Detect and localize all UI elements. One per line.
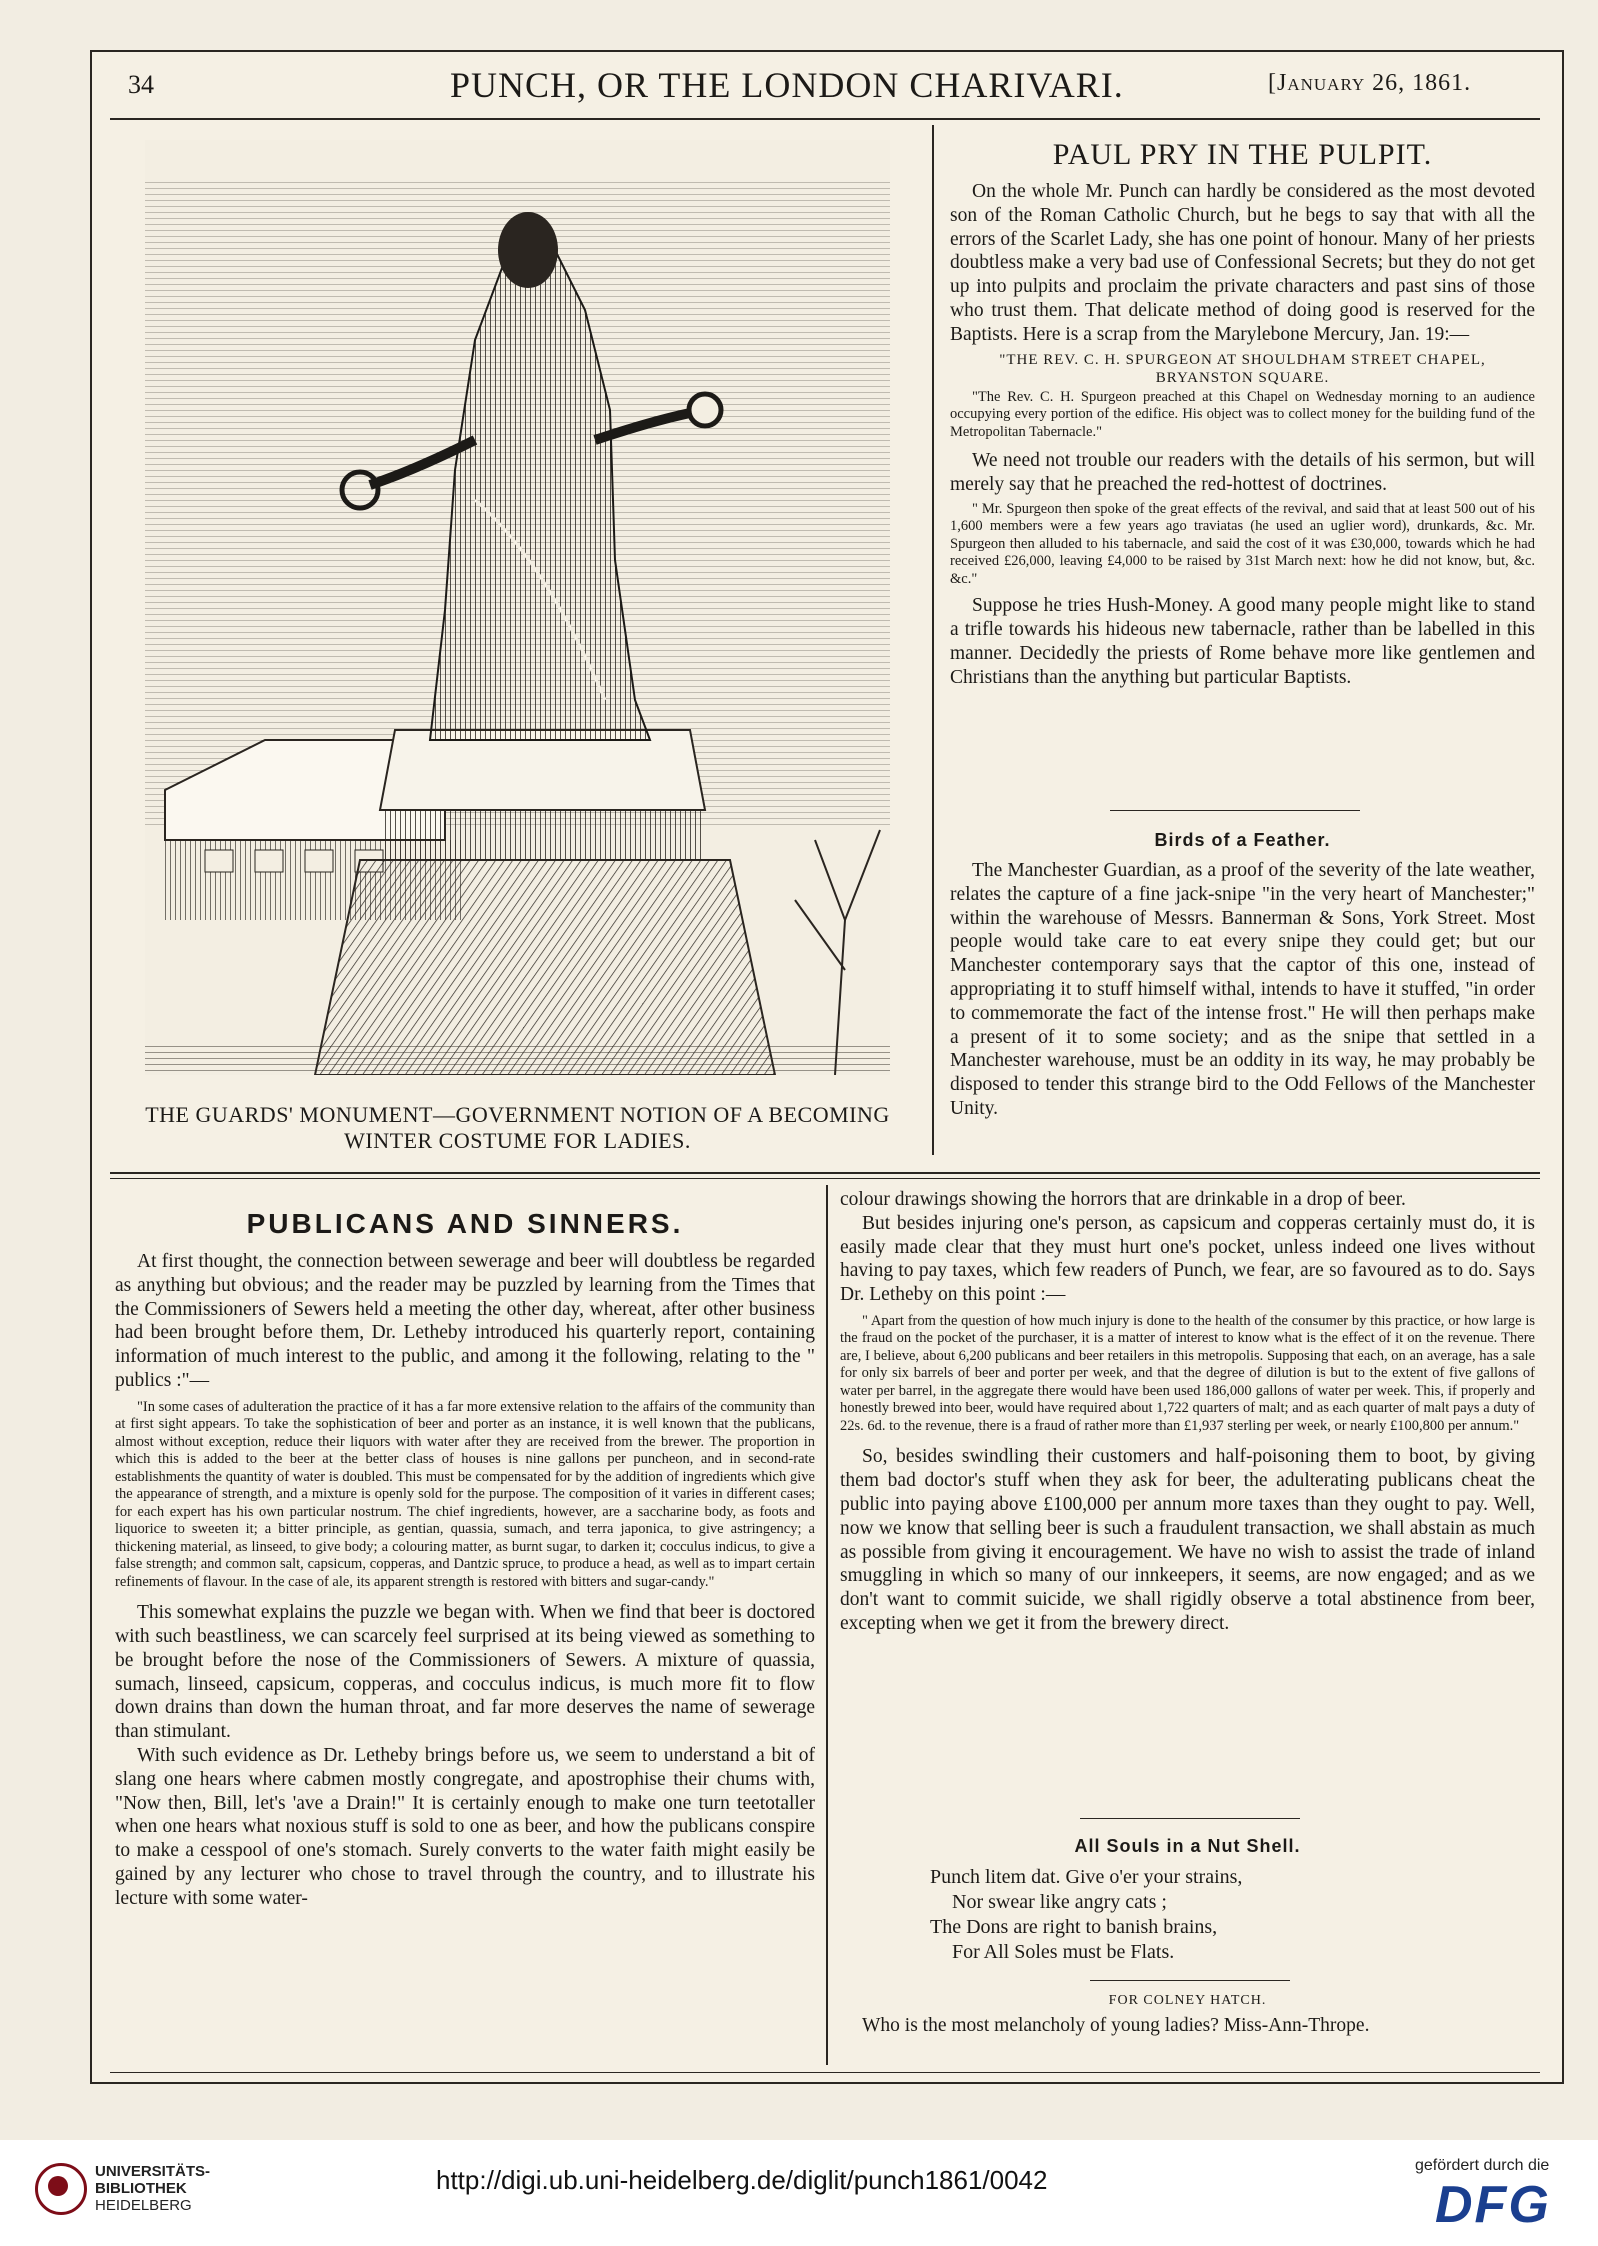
quote: "In some cases of adulteration the practice of it has a far more extensive relation to the affairs of the community than at first sight appears. To take the sophistication of beer and porter as an instance, it is well known that the publicans, almost without exception, reduce their liquors with water after they are received from the brewer. The proportion in which this is added to the beer at the better class of houses is nine gallons per puncheon, and in second-rate establishments the quantity of water is doubled. This must be compensated for by the addition of ingredients which give the appearance of strength, and a mixture is openly sold for the purpose. The composition of it varies in different cases; for each expert has his own particular nostrum. The chief ingredients, however, are a saccharine body, as foots and liquorice to sweeten it; a bitter principle, as gentian, quassia, sumach, and terra japonica, to give astringency; a thickening material, as linseed, to give body; a colouring matter, as burnt sugar, to darken it; cocculus indicus, to give a false strength; and common salt, capsicum, copperas, and Dantzic spruce, to produce a head, as well as to impart certain refinements of flavour. In the case of ale, its apparent strength is restored with bitters and sugar-candy." [115, 1398, 815, 1590]
article-publicans-continued [840, 1188, 1535, 1636]
column-divider [826, 1185, 828, 2065]
section-rule [1090, 1980, 1290, 1981]
library-name-line: BIBLIOTHEK [95, 2180, 187, 2197]
illustration-caption [110, 1102, 925, 1154]
paragraph: Suppose he tries Hush-Money. A good many people might like to stand a trifle towards his hideous new tabernacle, rather than be labelled in this manner. Decidedly the priests of Rome behave more like gentlemen and Christians than the anything but particular Baptists. [950, 595, 1535, 688]
article-title: Birds of a Feather. [1154, 830, 1331, 850]
paragraph: With such evidence as Dr. Letheby brings before us, we seem to understand a bit of slang one hears where cabmen mostly congregate, and apostrophise their chums with, "Now then, Bill, let's 'ave a Drain!" It is certainly enough to make one turn teetotaller when one hears what noxious stuff is sold to one as beer, and how the publicans conspire to make a cesspool of one's stomach. Surely converts to the water faith might easily be gained by any lecturer who chose to travel through the country, and to illustrate his lecture with some water- [115, 1745, 815, 1909]
page-number: 34 [128, 70, 154, 99]
article-title: All Souls in a Nut Shell. [1074, 1836, 1301, 1856]
caption-line: WINTER COSTUME FOR LADIES. [344, 1128, 691, 1153]
article-colney-hatch [840, 1992, 1535, 2038]
quote: " Mr. Spurgeon then spoke of the great effects of the revival, and said that at least 500 out of his 1,600 members were a few years ago traviatas (he used an uglier word), drunkards, &c. Mr. Spurgeon then alluded to his tabernacle, and said the cost of it was £30,000, towards which he had received £26,000, leaving £4,000 to be raised by 31st March next: how he did not know, but, &c. &c." [950, 500, 1535, 587]
paragraph: colour drawings showing the horrors that are drinkable in a drop of beer. [840, 1189, 1406, 1210]
article-all-souls [840, 1836, 1535, 1965]
library-name [95, 2163, 210, 2214]
dfg-logo: DFG [1435, 2176, 1551, 2234]
digitization-footer [20, 2155, 1578, 2235]
section-rule [1080, 1818, 1300, 1819]
masthead-title: PUNCH, OR THE LONDON CHARIVARI. [450, 65, 1124, 105]
paragraph: We need not trouble our readers with the details of his sermon, but will merely say that he preached the red-hottest of doctrines. [950, 450, 1535, 495]
quote: " Apart from the question of how much injury is done to the health of the consumer by this practice, or how large is the fraud on the pocket of the purchaser, it is a matter of interest to know what is the effect of it on the revenue. There are, I believe, about 6,200 publicans and beer retailers in this metropolis. Supposing that each, on an average, has a sale for only six barrels of beer and porter per week, and that the degree of dilution is but to the extent of five gallons of water per barrel, in the aggregate there would have been used 186,000 gallons of water per week. This, if properly and honestly brewed into beer, would have required about 1,722 quarters of malt; and as each quarter of malt pays a duty of 22s. 6d. to the revenue, there is a fraud of rather more than £1,937 sterling per week, or nearly £100,800 per annum." [840, 1312, 1535, 1434]
caption-line: THE GUARDS' MONUMENT—GOVERNMENT NOTION OF A BECOMING [145, 1102, 890, 1127]
library-name-line: HEIDELBERG [95, 2197, 192, 2214]
article-paul-pry [950, 138, 1535, 689]
paragraph: But besides injuring one's person, as capsicum and copperas certainly must do, it is easily made clear that they must hurt one's pocket, unless indeed one lives without having to pay taxes, which few readers of Punch, we fear, are so favoured as to do. Says Dr. Letheby on this point :— [840, 1212, 1535, 1306]
article-birds [950, 830, 1535, 1121]
funded-by-label: gefördert durch die [1415, 2157, 1550, 2174]
source-url-link[interactable]: http://digi.ub.uni-heidelberg.de/diglit/punch1861/0042 [436, 2165, 1048, 2195]
paragraph: Who is the most melancholy of young ladies? Miss-Ann-Thrope. [862, 2015, 1370, 2036]
paragraph: This somewhat explains the puzzle we began with. When we find that beer is doctored with such beastliness, we can scarcely feel surprised at its being viewed as something to be brought before the nose of the Commissioners of Sewers. A mixture of quassia, sumach, linseed, capsicum, copperas, and cocculus indicus, is much more fit to flow down drains than down the human throat, and far more deserves the name of sewerage than stimulant. [115, 1602, 815, 1743]
bottom-rule [110, 2072, 1540, 2073]
quote-heading: "THE REV. C. H. SPURGEON AT SHOULDHAM STREET CHAPEL, BRYANSTON SQUARE. [999, 351, 1486, 386]
paragraph: So, besides swindling their customers and half-poisoning them to boot, by giving them bad doctor's stuff when they ask for beer, the adulterating publicans cheat the public into paying above £100,000 per annum more taxes than they ought to pay. Well, now we know that selling beer is such a fraudulent transaction, we shall abstain as much as possible from giving it encouragement. We have no wish to assist the trade of inland smuggling in which so many of our innkeepers, it seems, are now engaged; and as we don't want to commit suicide, we shall rigidly observe a total abstinence from beer, excepting when we get it from the brewery direct. [840, 1446, 1535, 1635]
library-seal-icon [35, 2163, 87, 2215]
paragraph: At first thought, the connection between sewerage and beer will doubtless be regarded as anything but obvious; and the reader may be puzzled by learning from the Times that the Commissioners of Sewers held a meeting the other day, whereat, after other business had been brought before them, Dr. Letheby introduced his quarterly report, containing information of much interest to the public, and among it the following, relating to the " publics :"— [115, 1251, 815, 1391]
verse-line: Punch litem dat. Give o'er your strains, [930, 1866, 1243, 1888]
paragraph: On the whole Mr. Punch can hardly be considered as the most devoted son of the Roman Catholic Church, but he begs to say that with all the errors of the Scarlet Lady, she has one point of honour. Many of her priests doubtless make a very bad use of Confessional Secrets; but they do not get up into pulpits and proclaim the private characters and past sins of those who trust them. That delicate method of doing good is reserved for the Baptists. Here is a scrap from the Marylebone Mercury, Jan. 19:— [950, 181, 1535, 345]
verse-line: Nor swear like angry cats ; [952, 1891, 1167, 1913]
quote: "The Rev. C. H. Spurgeon preached at this Chapel on Wednesday morning to an audience occupying every portion of the edifice. His object was to collect money for the building fund of the Metropolitan Tabernacle." [950, 388, 1535, 440]
header-rule [110, 118, 1540, 120]
section-rule [110, 1178, 1540, 1179]
issue-date: [January 26, 1861. [1268, 70, 1472, 96]
article-title: PUBLICANS AND SINNERS. [246, 1208, 684, 1239]
article-title: PAUL PRY IN THE PULPIT. [1052, 138, 1433, 171]
column-divider [932, 125, 934, 1155]
monument-illustration [145, 140, 890, 1075]
section-rule [1110, 810, 1360, 811]
paragraph: The Manchester Guardian, as a proof of the severity of the late weather, relates the capture of a fine jack-snipe "in the very heart of Manchester;" within the warehouse of Messrs. Bannerman & Sons, York Street. Most people would take care to eat every snipe they could get; but our Manchester contemporary says that the captor of this one, instead of appropriating it to stuff himself withal, intends to have it stuffed, "in order to commemorate the fact of the intense frost." He will then perhaps make a present of it to some society; and as the snipe that settled in a Manchester warehouse, must be an oddity in its way, he may probably be disposed to tender this strange bird to the Odd Fellows of the Manchester Unity. [950, 860, 1535, 1119]
article-title: FOR COLNEY HATCH. [1108, 1993, 1267, 2008]
section-rule [110, 1172, 1540, 1174]
verse-line: For All Soles must be Flats. [952, 1941, 1175, 1963]
library-name-line: UNIVERSITÄTS- [95, 2163, 211, 2180]
verse [840, 1865, 1535, 1965]
article-publicans [115, 1208, 815, 1911]
verse-line: The Dons are right to banish brains, [930, 1916, 1218, 1938]
